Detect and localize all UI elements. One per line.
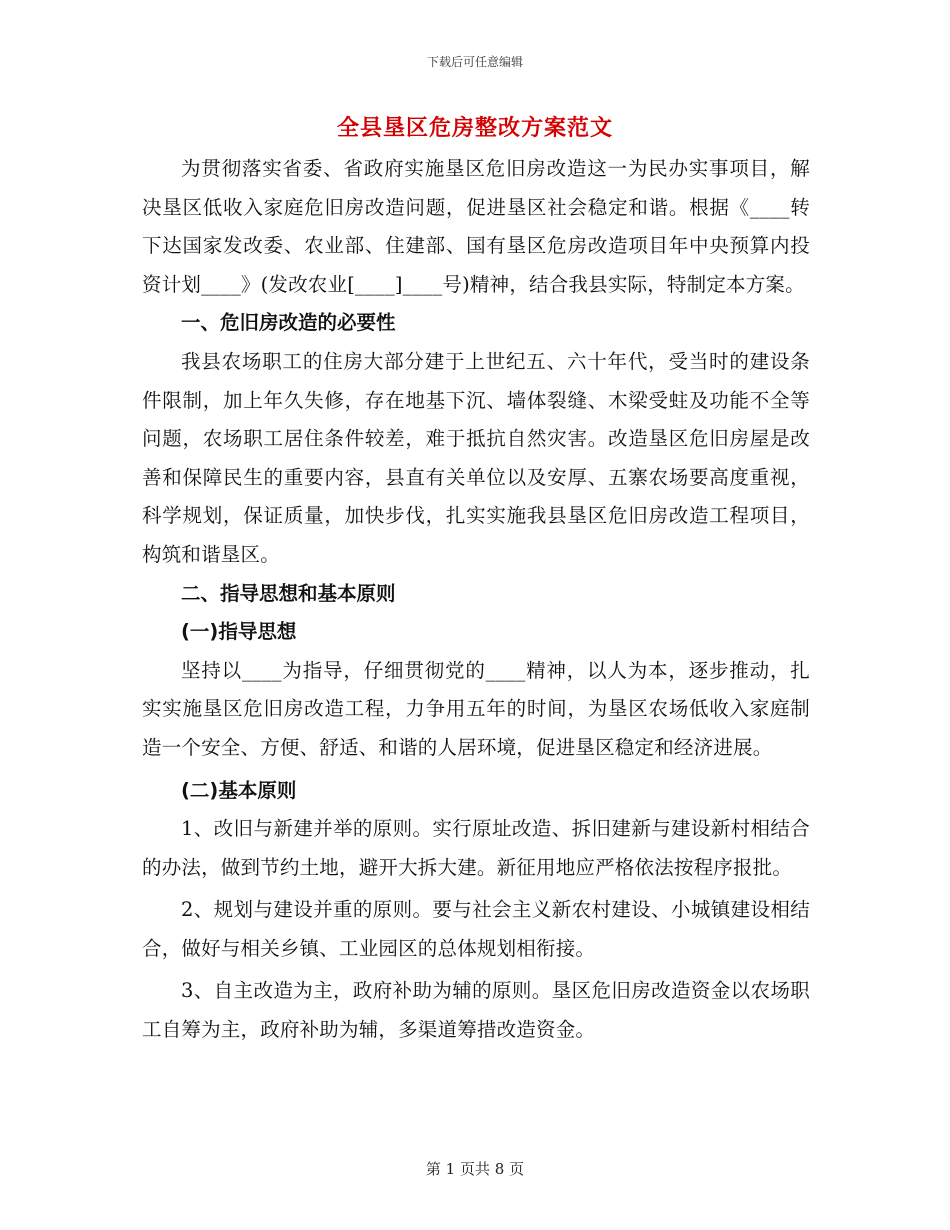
- document-title: 全县垦区危房整改方案范文: [336, 116, 613, 141]
- subsection-2-heading: (二)基本原则: [181, 778, 297, 802]
- principle-item-3: 3、自主改造为主，政府补助为辅的原则。垦区危旧房改造资金以农场职工自筹为主，政府补助为辅，多渠道筹措改造资金。: [142, 979, 810, 1042]
- page-number: 第 1 页共 8 页: [425, 1160, 525, 1178]
- section-1-heading: 一、危旧房改造的必要性: [181, 311, 396, 335]
- principle-item-2: 2、规划与建设并重的原则。要与社会主义新农村建设、小城镇建设相结合，做好与相关乡镇、工业园区的总体规划相衔接。: [142, 898, 810, 960]
- section-2-heading: 二、指导思想和基本原则: [181, 581, 396, 605]
- document-body: [142, 150, 810, 1050]
- section-1-paragraph: 我县农场职工的住房大部分建于上世纪五、六十年代，受当时的建设条件限制，加上年久失修，存在地基下沉、墙体裂缝、木梁受蛀及功能不全等问题，农场职工居住条件较差，难于抵抗自然灾害。改造垦区危旧房屋是改善和保障民生的重要内容，县直有关单位以及安厚、五寨农场要高度重视，科学规划，保证质量，加快步伐，扎实实施我县垦区危旧房改造工程项目，构筑和谐垦区。: [142, 349, 810, 566]
- subsection-1-heading: (一)指导思想: [181, 620, 297, 644]
- principle-item-1: 1、改旧与新建并举的原则。实行原址改造、拆旧建新与建设新村相结合的办法，做到节约土地，避开大拆大建。新征用地应严格依法按程序报批。: [142, 817, 810, 879]
- subsection-1-paragraph: 坚持以____为指导，仔细贯彻党的____精神，以人为本，逐步推动，扎实实施垦区危旧房改造工程，力争用五年的时间，为垦区农场低收入家庭制造一个安全、方便、舒适、和谐的人居环境，促进垦区稳定和经济进展。: [142, 658, 810, 759]
- header-note: 下载后可任意编辑: [426, 55, 523, 69]
- intro-paragraph: 为贯彻落实省委、省政府实施垦区危旧房改造这一为民办实事项目，解决垦区低收入家庭危旧房改造问题，促进垦区社会稳定和谐。根据《____转下达国家发改委、农业部、住建部、国有垦区危房改造项目年中央预算内投资计划____》(发改农业[____]____号)精神，结合我县实际，特制定本方案。: [142, 157, 810, 296]
